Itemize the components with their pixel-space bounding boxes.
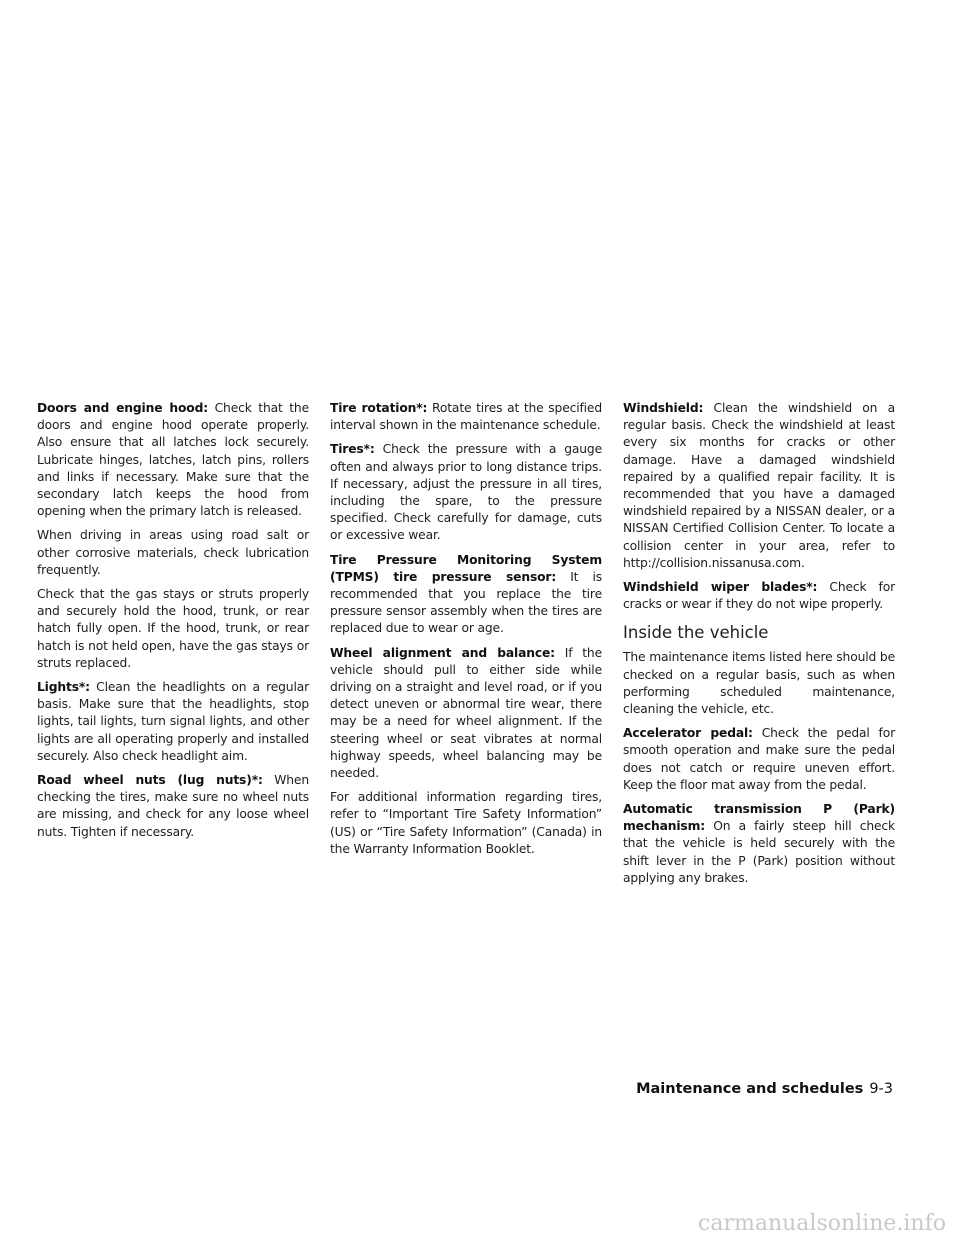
paragraph-lead: Doors and engine hood:: [37, 401, 208, 415]
paragraph-text: Clean the windshield on a regular basis. Check the windshield at least every six months for cracks or other damage. Have a damaged windshield repaired by a qualified repair facility. It is recommended that you have a damaged windshield repaired by a NISSAN dealer, or a NISSAN Certified Collision Center. To locate a collision center in your area, refer to http://collision.nissanusa.com.: [623, 401, 895, 570]
paragraph-tires: [330, 441, 602, 544]
paragraph-text: Clean the headlights on a regular basis. Make sure that the headlights, stop lights, tail lights, turn signal lights, and other lights are all operating properly and installed securely. Also check headlight aim.: [37, 680, 310, 763]
paragraph-lead: Tires*:: [330, 442, 375, 457]
text-column-3: [623, 400, 895, 894]
paragraph-road-salt: [37, 527, 309, 579]
paragraph-text: If the vehicle should pull to either side while driving on a straight and level road, or if you detect uneven or abnormal tire wear, there may be a need for wheel alignment. If the steering wheel or seat vibrates at normal highway speeds, wheel balancing may be needed.: [330, 645, 602, 781]
paragraph-text: It is recommended that you replace the tire pressure sensor assembly when the tires are replaced due to wear or age.: [330, 569, 602, 636]
paragraph-text: Check that the gas stays or struts properly and securely hold the hood, trunk, or rear hatch fully open. If the hood, trunk, or rear hatch is not held open, have the gas stays or struts replaced.: [37, 587, 309, 670]
paragraph-text: Check that the doors and engine hood operate properly. Also ensure that all latches lock securely. Lubricate hinges, latches, latch pins, rollers and links if necessary. Make sure that the secondary latch keeps the hood from opening when the primary latch is released.: [37, 401, 309, 519]
paragraph-inside-intro: [623, 649, 895, 718]
paragraph-wheel-nuts: [37, 772, 309, 841]
paragraph-park-mechanism: [623, 801, 895, 887]
paragraph-text: When driving in areas using road salt or other corrosive materials, check lubrication frequently.: [37, 528, 309, 577]
paragraph-text: Check the pressure with a gauge often and always prior to long distance trips. If necessary, adjust the pressure in all tires, including the spare, to the pressure specified. Check carefully for damage, cuts or excessive wear.: [330, 442, 602, 543]
paragraph-lead: Road wheel nuts (lug nuts)*:: [37, 773, 263, 788]
paragraph-windshield: [623, 400, 895, 572]
paragraph-text: Check the pedal for smooth operation and make sure the pedal does not catch or require uneven effort. Keep the floor mat away from the pedal.: [623, 726, 896, 792]
paragraph-accelerator: [623, 725, 895, 794]
watermark: carmanualsonline.info: [698, 1211, 946, 1236]
paragraph-tire-rotation: [330, 400, 602, 434]
paragraph-gas-stays: [37, 586, 309, 672]
section-heading: Inside the vehicle: [623, 623, 769, 643]
paragraph-text: For additional information regarding tires, refer to “Important Tire Safety Information” (US) or “Tire Safety Information” (Canada) in the Warranty Information Booklet.: [330, 790, 602, 856]
paragraph-lead: Tire Pressure Monitoring System (TPMS) tire pressure sensor:: [330, 552, 602, 584]
paragraph-lead: Wheel alignment and balance:: [330, 645, 555, 660]
paragraph-doors-hood: [37, 400, 309, 520]
paragraph-lead: Accelerator pedal:: [623, 726, 753, 741]
paragraph-text: On a fairly steep hill check that the vehicle is held securely with the shift lever in the P (Park) position without applying any brakes.: [623, 819, 895, 885]
footer-section-title: Maintenance and schedules: [636, 1081, 864, 1097]
paragraph-lead: Tire rotation*:: [330, 401, 428, 415]
paragraph-text: The maintenance items listed here should be checked on a regular basis, such as when performing scheduled maintenance, cleaning the vehicle, etc.: [623, 650, 895, 717]
paragraph-wheel-alignment: [330, 645, 602, 783]
text-column-2: [330, 400, 602, 865]
paragraph-lights: [37, 679, 309, 765]
paragraph-lead: Windshield:: [623, 401, 704, 415]
paragraph-tire-info: [330, 789, 602, 858]
paragraph-text: When checking the tires, make sure no wheel nuts are missing, and check for any loose wheel nuts. Tighten if necessary.: [37, 773, 309, 839]
paragraph-wiper-blades: [623, 579, 895, 613]
paragraph-tpms: [330, 552, 602, 638]
paragraph-lead: Lights*:: [37, 680, 90, 695]
paragraph-text: Rotate tires at the specified interval shown in the maintenance schedule.: [330, 401, 602, 433]
text-column-1: [37, 400, 309, 848]
paragraph-text: Check for cracks or wear if they do not wipe properly.: [623, 580, 896, 612]
page-footer: [636, 1081, 893, 1097]
paragraph-lead: Windshield wiper blades*:: [623, 580, 818, 595]
paragraph-lead: Automatic transmission P (Park) mechanism:: [623, 802, 895, 834]
page-number: 9-3: [869, 1081, 893, 1097]
